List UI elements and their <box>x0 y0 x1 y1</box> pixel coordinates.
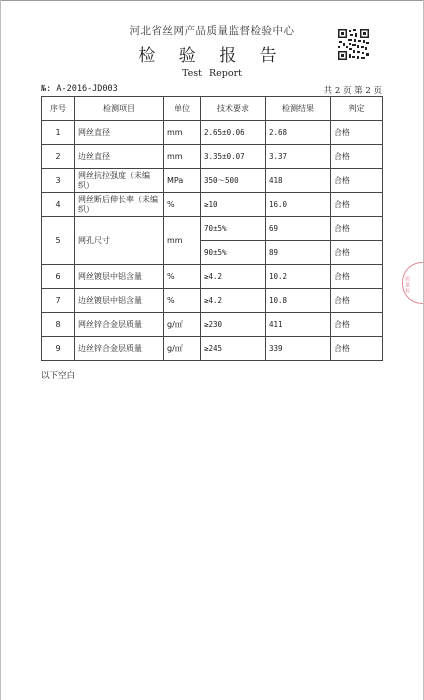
header-no: 序号 <box>42 97 75 121</box>
report-title: 检 验 报 告 <box>138 46 286 66</box>
row-judgement: 合格 <box>331 169 383 193</box>
row-result: 3.37 <box>266 145 331 169</box>
header-item: 检测项目 <box>75 97 164 121</box>
row-item: 网孔尺寸 <box>75 217 164 265</box>
row-item: 边丝直径 <box>75 145 164 169</box>
row-result: 2.68 <box>266 121 331 145</box>
row-unit: mm <box>164 217 201 265</box>
row-no: 4 <box>42 193 75 217</box>
header-requirement: 技术要求 <box>201 97 266 121</box>
row-judgement: 合格 <box>331 121 383 145</box>
row-result: 10.8 <box>266 289 331 313</box>
table-row <box>42 337 383 361</box>
row-unit: % <box>164 289 201 313</box>
row-judgement: 合格 <box>331 145 383 169</box>
row-item: 网丝镀层中铝含量 <box>75 265 164 289</box>
row-unit: mm <box>164 145 201 169</box>
document-number: №: A-2016-JD003 <box>41 84 118 94</box>
row-requirement: ≥245 <box>201 337 266 361</box>
seal-stamp-text: 质量检 <box>404 276 410 294</box>
row-no: 6 <box>42 265 75 289</box>
row-requirement: ≥4.2 <box>201 265 266 289</box>
header-unit: 单位 <box>164 97 201 121</box>
qr-code-icon <box>337 28 370 61</box>
row-item: 边丝镀层中铝含量 <box>75 289 164 313</box>
page-left-border <box>0 0 1 700</box>
blank-below-note: 以下空白 <box>41 371 76 381</box>
row-requirement: 2.65±0.06 <box>201 121 266 145</box>
row-result: 89 <box>266 241 331 265</box>
table-row <box>42 313 383 337</box>
row-unit: % <box>164 265 201 289</box>
row-unit: % <box>164 193 201 217</box>
row-requirement: 90±5% <box>201 241 266 265</box>
row-unit: g/㎡ <box>164 337 201 361</box>
row-unit: mm <box>164 121 201 145</box>
row-result: 411 <box>266 313 331 337</box>
row-result: 16.0 <box>266 193 331 217</box>
row-judgement: 合格 <box>331 241 383 265</box>
row-no: 9 <box>42 337 75 361</box>
row-no: 3 <box>42 169 75 193</box>
report-subtitle: Test Report <box>182 68 242 79</box>
page-top-border <box>0 0 424 1</box>
row-judgement: 合格 <box>331 217 383 241</box>
page-indicator: 共 2 页 第 2 页 <box>323 86 382 96</box>
row-judgement: 合格 <box>331 289 383 313</box>
table-row <box>42 145 383 169</box>
row-result: 10.2 <box>266 265 331 289</box>
row-item: 网丝断后伸长率（未编织） <box>75 193 164 217</box>
row-result: 339 <box>266 337 331 361</box>
row-no: 7 <box>42 289 75 313</box>
row-requirement: ≥10 <box>201 193 266 217</box>
table-row <box>42 289 383 313</box>
header-result: 检测结果 <box>266 97 331 121</box>
row-requirement: ≥4.2 <box>201 289 266 313</box>
table-row <box>42 169 383 193</box>
table-row <box>42 217 383 241</box>
row-requirement: 350～500 <box>201 169 266 193</box>
row-item: 网丝抗拉强度（未编织） <box>75 169 164 193</box>
header-judgement: 判定 <box>331 97 383 121</box>
row-no: 8 <box>42 313 75 337</box>
row-unit: g/㎡ <box>164 313 201 337</box>
row-item: 网丝直径 <box>75 121 164 145</box>
row-unit: MPa <box>164 169 201 193</box>
row-item: 边丝锌合金层质量 <box>75 337 164 361</box>
row-judgement: 合格 <box>331 313 383 337</box>
row-result: 418 <box>266 169 331 193</box>
row-judgement: 合格 <box>331 265 383 289</box>
row-result: 69 <box>266 217 331 241</box>
row-no: 2 <box>42 145 75 169</box>
row-requirement: 3.35±0.07 <box>201 145 266 169</box>
row-requirement: 70±5% <box>201 217 266 241</box>
table-header-row <box>42 97 383 121</box>
results-table <box>41 96 383 361</box>
row-no: 1 <box>42 121 75 145</box>
table-row <box>42 121 383 145</box>
row-item: 网丝锌合金层质量 <box>75 313 164 337</box>
row-no: 5 <box>42 217 75 265</box>
table-row <box>42 265 383 289</box>
table-row <box>42 193 383 217</box>
row-requirement: ≥230 <box>201 313 266 337</box>
row-judgement: 合格 <box>331 193 383 217</box>
org-name: 河北省丝网产品质量监督检验中心 <box>129 25 295 37</box>
row-judgement: 合格 <box>331 337 383 361</box>
